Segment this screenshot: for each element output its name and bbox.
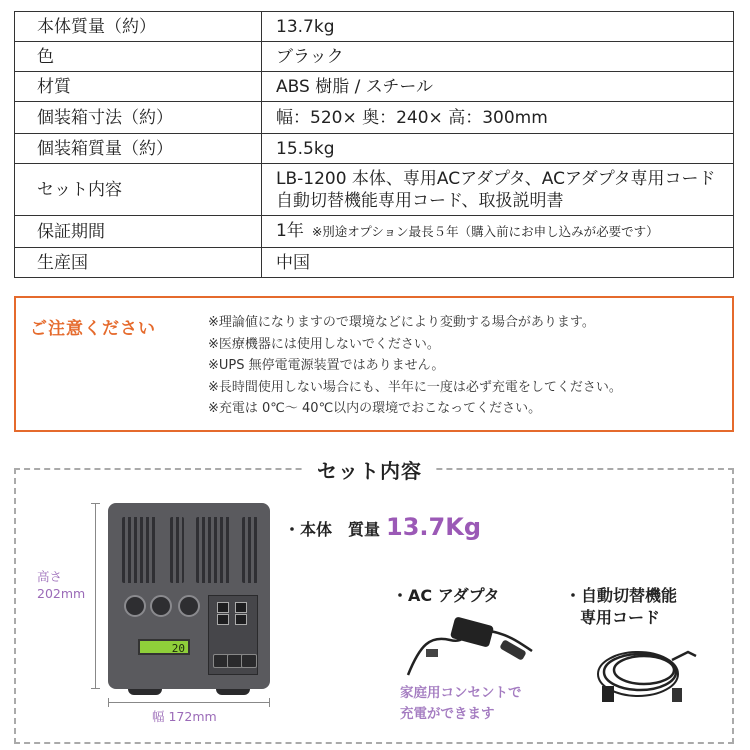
caution-item: ※充電は 0℃～ 40℃以内の環境でおこなってください。 (208, 401, 542, 416)
spec-label: 保証期間 (15, 216, 262, 248)
spec-row (15, 12, 734, 42)
vent-left (122, 517, 158, 583)
width-dimension-line (108, 702, 270, 703)
ac-adapter-label: ・AC アダプタ (392, 586, 500, 605)
height-dimension-line (95, 503, 96, 689)
spec-value: 15.5kg (262, 134, 734, 164)
caution-title: ご注意ください (30, 319, 156, 339)
spec-value-line: LB-1200 本体、専用ACアダプタ、ACアダプタ専用コード (276, 168, 716, 189)
spec-label: 生産国 (15, 248, 262, 278)
spec-row (15, 164, 734, 216)
foot (216, 689, 250, 695)
spec-row (15, 134, 734, 164)
spec-row (15, 248, 734, 278)
usb-port-icon (235, 602, 247, 613)
spec-row (15, 42, 734, 72)
foot (128, 689, 162, 695)
usb-port-icon (235, 614, 247, 625)
output-panel (208, 595, 258, 675)
ac-adapter-note-line: 充電ができます (400, 706, 495, 722)
knob-icon (178, 595, 200, 617)
height-label: 高さ (37, 569, 63, 584)
usb-port-icon (217, 602, 229, 613)
spec-table (14, 11, 734, 278)
spec-row (15, 216, 734, 248)
spec-row (15, 72, 734, 102)
main-unit-weight: 13.7Kg (386, 513, 482, 541)
outlet-icon (241, 654, 257, 668)
vent-right (196, 517, 232, 583)
main-unit-text: ・本体 質量 (284, 520, 381, 539)
spec-value: 中国 (262, 248, 734, 278)
spec-label: 個装箱質量（約） (15, 134, 262, 164)
spec-label: 個装箱寸法（約） (15, 102, 262, 134)
caution-item: ※理論値になりますので環境などにより変動する場合があります。 (208, 315, 595, 330)
main-unit-label (284, 513, 482, 541)
spec-value (262, 216, 734, 248)
lcd-display: 20 (138, 639, 190, 655)
caution-item: ※医療機器には使用しないでください。 (208, 336, 440, 352)
spec-row (15, 102, 734, 134)
caution-box (14, 296, 734, 432)
spec-value-line: 自動切替機能専用コード、取扱説明書 (276, 190, 564, 211)
spec-label: 本体質量（約） (15, 12, 262, 42)
spec-label: 材質 (15, 72, 262, 102)
vent-mid (170, 517, 184, 583)
spec-value: ブラック (262, 42, 734, 72)
vent-far-right (242, 517, 258, 583)
switch-cord-label-line: ・自動切替機能 (565, 586, 678, 605)
knob-icon (150, 595, 172, 617)
switch-cord-image (592, 632, 702, 712)
warranty-value: 1年 (276, 221, 304, 241)
caution-item: ※長時間使用しない場合にも、半年に一度は必ず充電をしてください。 (208, 379, 622, 395)
warranty-note: ※別途オプション最長５年（購入前にお申し込みが必要です） (311, 224, 659, 239)
caution-item: ※UPS 無停電電源装置ではありません。 (208, 358, 445, 373)
ac-adapter-image (400, 605, 540, 685)
knob-icon (124, 595, 146, 617)
spec-value: 13.7kg (262, 12, 734, 42)
spec-value: ABS 樹脂 / スチール (262, 72, 734, 102)
ac-adapter-note-line: 家庭用コンセントで (400, 685, 522, 701)
height-value: 202mm (37, 586, 86, 601)
switch-cord-label-line: 専用コード (580, 608, 661, 627)
power-station-image (108, 503, 270, 689)
caution-list (208, 312, 622, 420)
spec-value: 幅：520× 奥：240× 高：300mm (262, 102, 734, 134)
spec-label: 色 (15, 42, 262, 72)
usb-port-icon (217, 614, 229, 625)
width-label: 幅 172mm (152, 709, 217, 724)
spec-label: セット内容 (15, 164, 262, 216)
spec-value (262, 164, 734, 216)
set-contents-title: セット内容 (305, 455, 434, 484)
